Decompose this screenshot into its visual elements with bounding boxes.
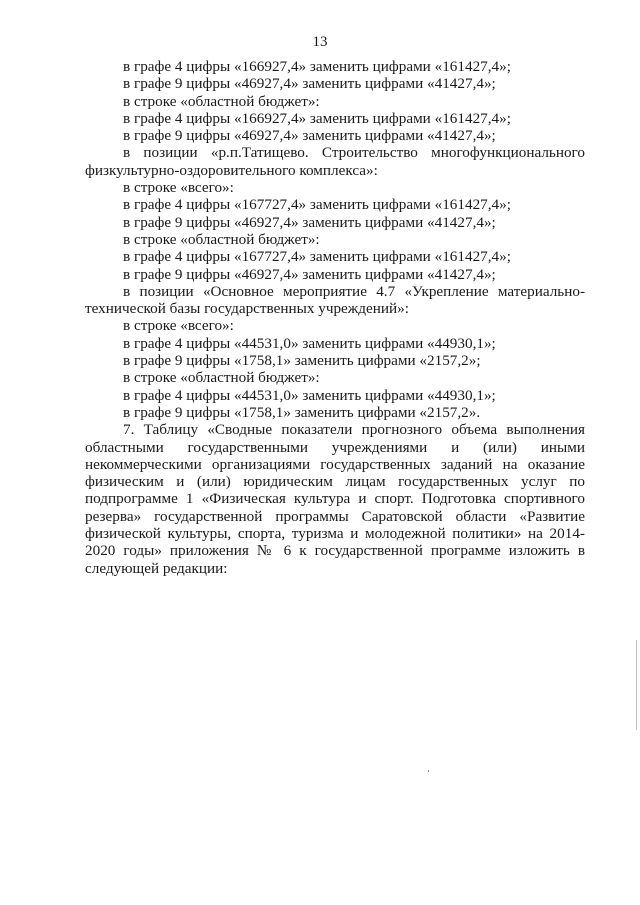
text-line: в графе 4 цифры «166927,4» заменить цифрами «161427,4»; bbox=[123, 58, 511, 75]
paragraph-tatishchevo: в позиции «р.п.Татищево. Строительство многофункционального физкультурно-оздоровительного комплекса»: bbox=[85, 144, 585, 179]
scan-edge-mark bbox=[636, 640, 637, 730]
text-line: в графе 9 цифры «1758,1» заменить цифрами «2157,2»; bbox=[123, 352, 481, 370]
text-line: в графе 4 цифры «44531,0» заменить цифрами «44930,1»; bbox=[123, 334, 496, 352]
text-line: в строке «всего»: bbox=[123, 179, 234, 197]
text-line: в строке «областной бюджет»: bbox=[123, 230, 320, 248]
text-line: в графе 4 цифры «167727,4» заменить цифрами «161427,4»; bbox=[123, 248, 511, 266]
paragraph-main-measure: в позиции «Основное мероприятие 4.7 «Укрепление материально-технической базы государственных учреждений»: bbox=[85, 282, 585, 318]
text-line: в строке «областной бюджет»: bbox=[123, 92, 320, 110]
text-line: в графе 9 цифры «46927,4» заменить цифрами «41427,4»; bbox=[123, 213, 496, 231]
text-line: в графе 4 цифры «167727,4» заменить цифрами «161427,4»; bbox=[123, 196, 511, 214]
text-line: в графе 9 цифры «46927,4» заменить цифрами «41427,4»; bbox=[123, 127, 496, 145]
document-body bbox=[85, 58, 585, 577]
text-line: в строке «всего»: bbox=[123, 317, 234, 335]
text-line: в строке «областной бюджет»: bbox=[123, 369, 320, 387]
scan-speck bbox=[428, 770, 429, 772]
text-line: в графе 9 цифры «46927,4» заменить цифрами «41427,4»; bbox=[123, 75, 496, 93]
paragraph-item-7: 7. Таблицу «Сводные показатели прогнозного объема выполнения областными государственными учреждениями и (или) иными некоммерческими организациями государственных заданий на оказание физическим и (или) юридическим лицам государственных услуг по подпрограмме 1 «Физическая культура и спорт. Подготовка спортивного резерва» государственной программы Саратовской области «Развитие физической культуры, спорта, туризма и молодежной политики» на 2014-2020 годы» приложения № 6 к государственной программе изложить в следующей редакции: bbox=[85, 421, 585, 577]
text-line: в графе 9 цифры «1758,1» заменить цифрами «2157,2». bbox=[123, 403, 481, 421]
text-line: в графе 9 цифры «46927,4» заменить цифрами «41427,4»; bbox=[123, 265, 496, 283]
text-line: в графе 4 цифры «44531,0» заменить цифрами «44930,1»; bbox=[123, 386, 496, 404]
page-number: 13 bbox=[312, 34, 328, 50]
text-line: в графе 4 цифры «166927,4» заменить цифрами «161427,4»; bbox=[123, 109, 511, 127]
